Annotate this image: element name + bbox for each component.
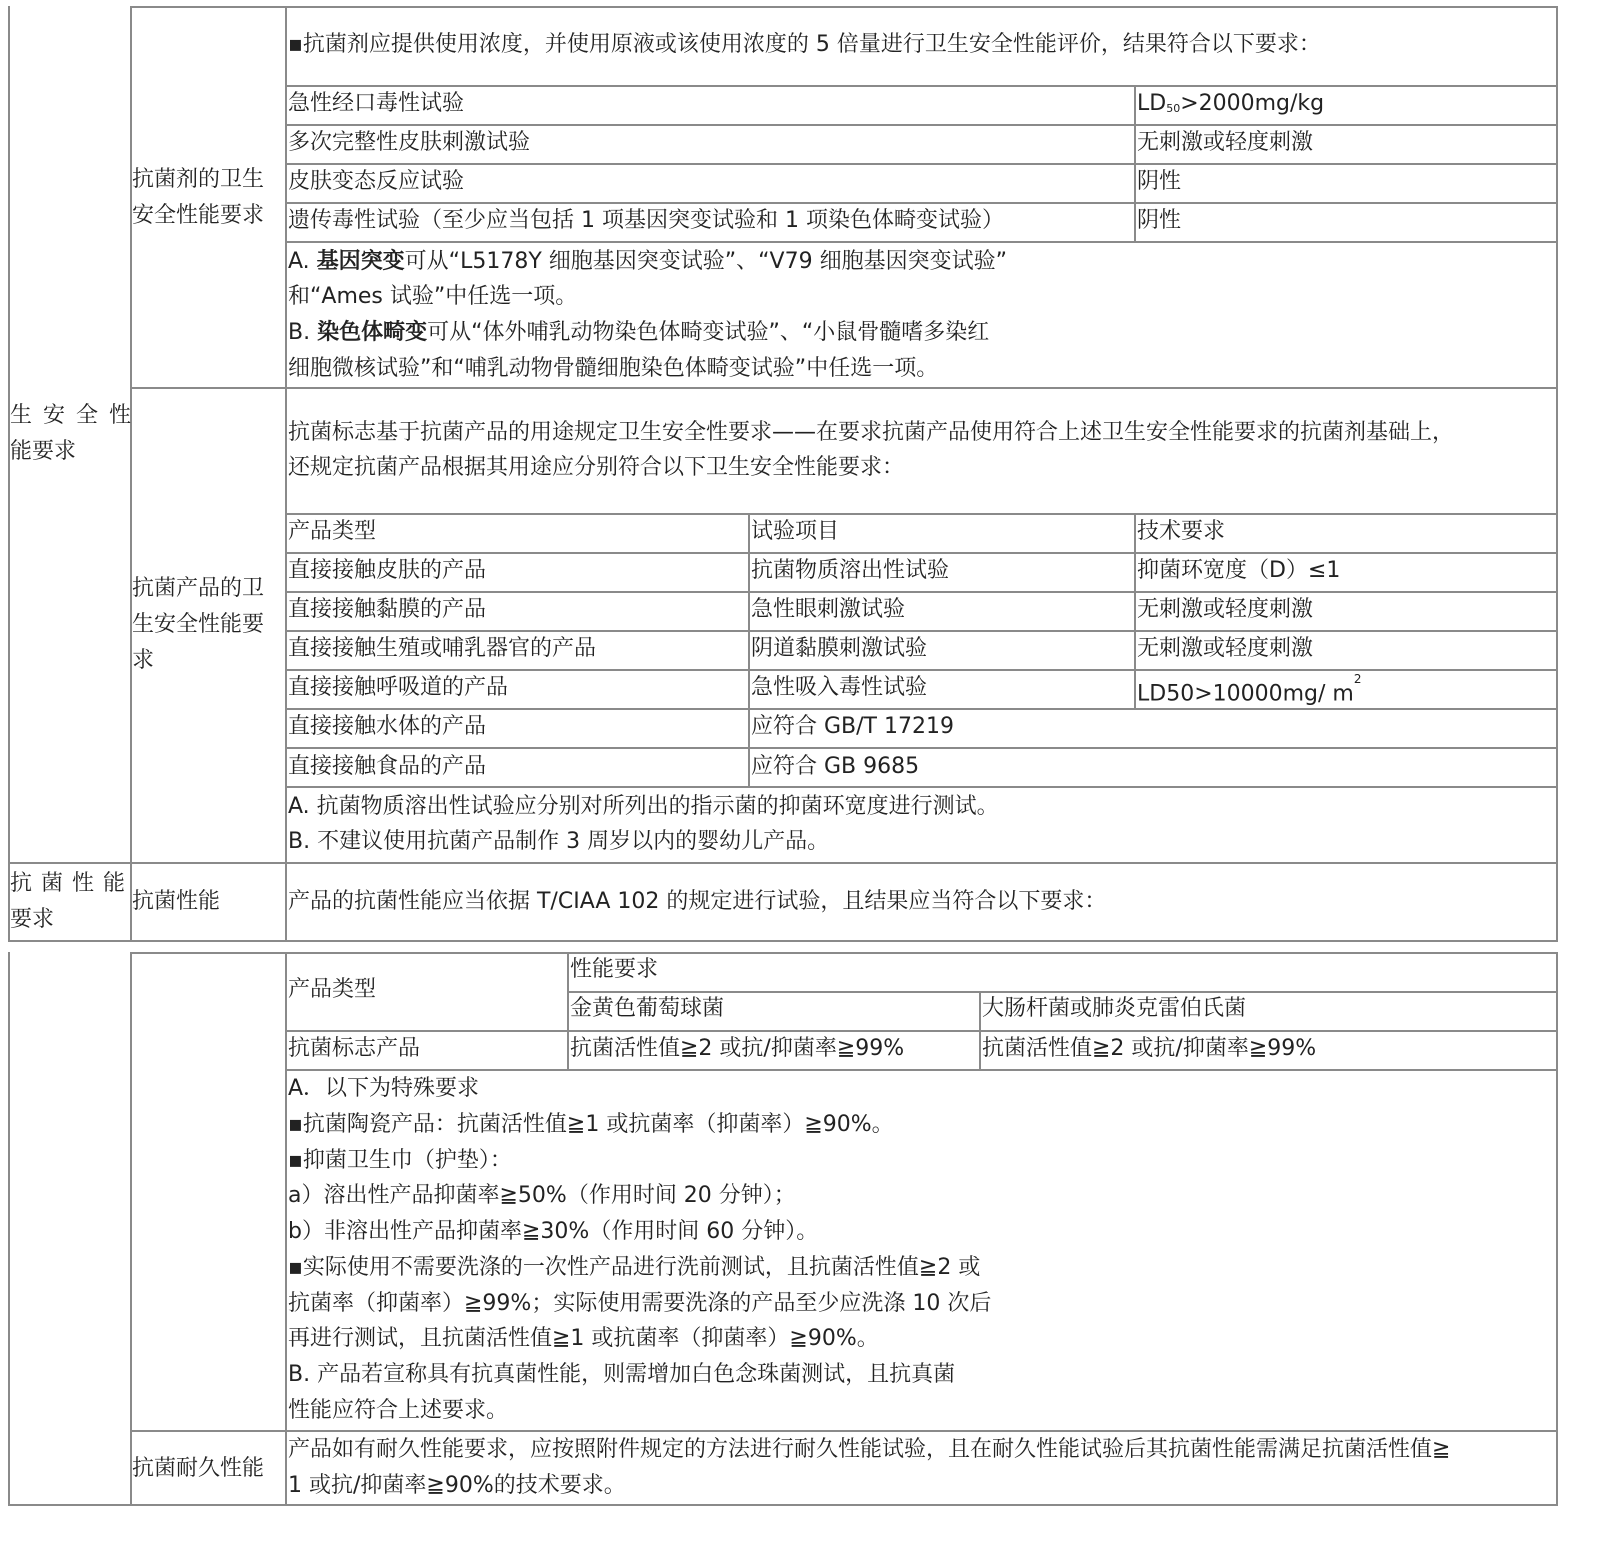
product-type-3: 直接接触生殖或哺乳器官的产品	[288, 636, 597, 661]
product-test-5: 应符合 GB/T 17219	[751, 714, 954, 739]
product-test-2: 急性眼刺激试验	[751, 597, 906, 622]
bt-row-v1: 抗菌活性值≧2 或抗/抑菌率≧99%	[570, 1036, 905, 1061]
special-line-4: a）溶出性产品抑菌率≧50%（作用时间 20 分钟）；	[288, 1183, 796, 1208]
product-label-l3: 求	[132, 648, 155, 673]
product-note-a: A. 抗菌物质溶出性试验应分别对所列出的指示菌的抑菌环宽度进行测试。	[288, 794, 999, 819]
product-req-1: 抑菌环宽度（D）≤1	[1137, 558, 1341, 583]
agent-req-2: 无刺激或轻度刺激	[1137, 130, 1314, 155]
bt-col-1: 金黄色葡萄球菌	[570, 996, 725, 1021]
durability-text-l2: 1 或抗/抑菌率≧90%的技术要求。	[288, 1473, 626, 1498]
durability-text-l1: 产品如有耐久性能要求，应按照附件规定的方法进行耐久性能试验，且在耐久性能试验后其抗菌性能需满足抗菌活性值≧	[288, 1437, 1451, 1462]
special-line-2: ▪抗菌陶瓷产品：抗菌活性值≧1 或抗菌率（抑菌率）≧90%。	[288, 1112, 894, 1137]
special-line-6: ▪实际使用不需要洗涤的一次性产品进行洗前测试，且抗菌活性值≧2 或	[288, 1255, 981, 1280]
bt-row-type: 抗菌标志产品	[288, 1036, 421, 1061]
product-test-6: 应符合 GB 9685	[751, 754, 920, 779]
perf-label: 抗菌性能	[132, 889, 221, 914]
product-label-l2: 生安全性能要	[132, 612, 265, 637]
special-line-10: 性能应符合上述要求。	[288, 1398, 509, 1423]
product-req-3: 无刺激或轻度刺激	[1137, 636, 1314, 661]
special-line-7: 抗菌率（抑菌率）≧99%；实际使用需要洗涤的产品至少应洗涤 10 次后	[288, 1291, 992, 1316]
product-intro-l1: 抗菌标志基于抗菌产品的用途规定卫生安全性要求——在要求抗菌产品使用符合上述卫生安全性能要求的抗菌剂基础上，	[288, 420, 1455, 445]
product-test-1: 抗菌物质溶出性试验	[751, 558, 950, 583]
perf-text: 产品的抗菌性能应当依据 T/CIAA 102 的规定进行试验，且结果应当符合以下要求：	[288, 889, 1107, 914]
product-header-req: 技术要求	[1137, 519, 1226, 544]
agent-test-3: 皮肤变态反应试验	[288, 169, 465, 194]
product-type-5: 直接接触水体的产品	[288, 714, 487, 739]
product-header-test: 试验项目	[751, 519, 840, 544]
special-line-3: ▪抑菌卫生巾（护垫）：	[288, 1148, 512, 1173]
product-type-6: 直接接触食品的产品	[288, 754, 487, 779]
agent-req-4: 阴性	[1137, 208, 1182, 233]
agent-note-a-l2: 和“Ames 试验”中任选一项。	[288, 284, 578, 309]
special-line-8: 再进行测试，且抗菌活性值≧1 或抗菌率（抑菌率）≧90%。	[288, 1326, 879, 1351]
agent-note-a-l1: A. 基因突变可从“L5178Y 细胞基因突变试验”、“V79 细胞基因突变试验”	[288, 249, 1007, 274]
bt-col-2: 大肠杆菌或肺炎克雷伯氏菌	[982, 996, 1247, 1021]
agent-req-3: 阴性	[1137, 169, 1182, 194]
agent-test-4: 遗传毒性试验（至少应当包括 1 项基因突变试验和 1 项染色体畸变试验）	[288, 208, 1004, 233]
agent-note-b-l2: 细胞微核试验”和“哺乳动物骨髓细胞染色体畸变试验”中任选一项。	[288, 356, 939, 381]
product-type-4: 直接接触呼吸道的产品	[288, 675, 509, 700]
product-test-3: 阴道黏膜刺激试验	[751, 636, 928, 661]
bt-product-type-header: 产品类型	[288, 977, 377, 1002]
special-line-1: A．以下为特殊要求	[288, 1076, 480, 1101]
agent-label-l2: 安全性能要求	[132, 203, 265, 228]
perf-group-label-l2: 要求	[10, 907, 55, 932]
agent-intro: ▪抗菌剂应提供使用浓度，并使用原液或该使用浓度的 5 倍量进行卫生安全性能评价，结果符合以下要求：	[288, 32, 1321, 57]
bt-perf-header: 性能要求	[570, 957, 659, 982]
group-label-safety-l2: 能要求	[10, 439, 77, 464]
product-note-b: B. 不建议使用抗菌产品制作 3 周岁以内的婴幼儿产品。	[288, 829, 830, 854]
product-test-4: 急性吸入毒性试验	[751, 675, 928, 700]
agent-note-b-l1: B. 染色体畸变可从“体外哺乳动物染色体畸变试验”、“小鼠骨髓嗜多染红	[288, 320, 990, 345]
agent-label-l1: 抗菌剂的卫生	[132, 167, 265, 192]
product-header-type: 产品类型	[288, 519, 377, 544]
product-type-1: 直接接触皮肤的产品	[288, 558, 487, 583]
agent-req-1: $LD_{50}>2000mg/kg$	[1137, 91, 1325, 116]
product-req-4: LD50>10000mg/ $m^2$	[1137, 672, 1362, 707]
agent-test-1: 急性经口毒性试验	[288, 91, 465, 116]
product-intro-l2: 还规定抗菌产品根据其用途应分别符合以下卫生安全性能要求：	[288, 455, 905, 480]
agent-test-2: 多次完整性皮肤刺激试验	[288, 130, 531, 155]
perf-group-label-l1: 抗 菌 性 能	[10, 871, 126, 896]
special-line-5: b）非溶出性产品抑菌率≧30%（作用时间 60 分钟）。	[288, 1219, 819, 1244]
durability-label: 抗菌耐久性能	[132, 1456, 265, 1481]
product-req-2: 无刺激或轻度刺激	[1137, 597, 1314, 622]
product-label-l1: 抗菌产品的卫	[132, 576, 265, 601]
group-label-safety-l1: 生 安 全 性	[10, 403, 133, 428]
bt-row-v2: 抗菌活性值≧2 或抗/抑菌率≧99%	[982, 1036, 1317, 1061]
special-line-9: B. 产品若宣称具有抗真菌性能，则需增加白色念珠菌测试，且抗真菌	[288, 1362, 956, 1387]
product-type-2: 直接接触黏膜的产品	[288, 597, 487, 622]
